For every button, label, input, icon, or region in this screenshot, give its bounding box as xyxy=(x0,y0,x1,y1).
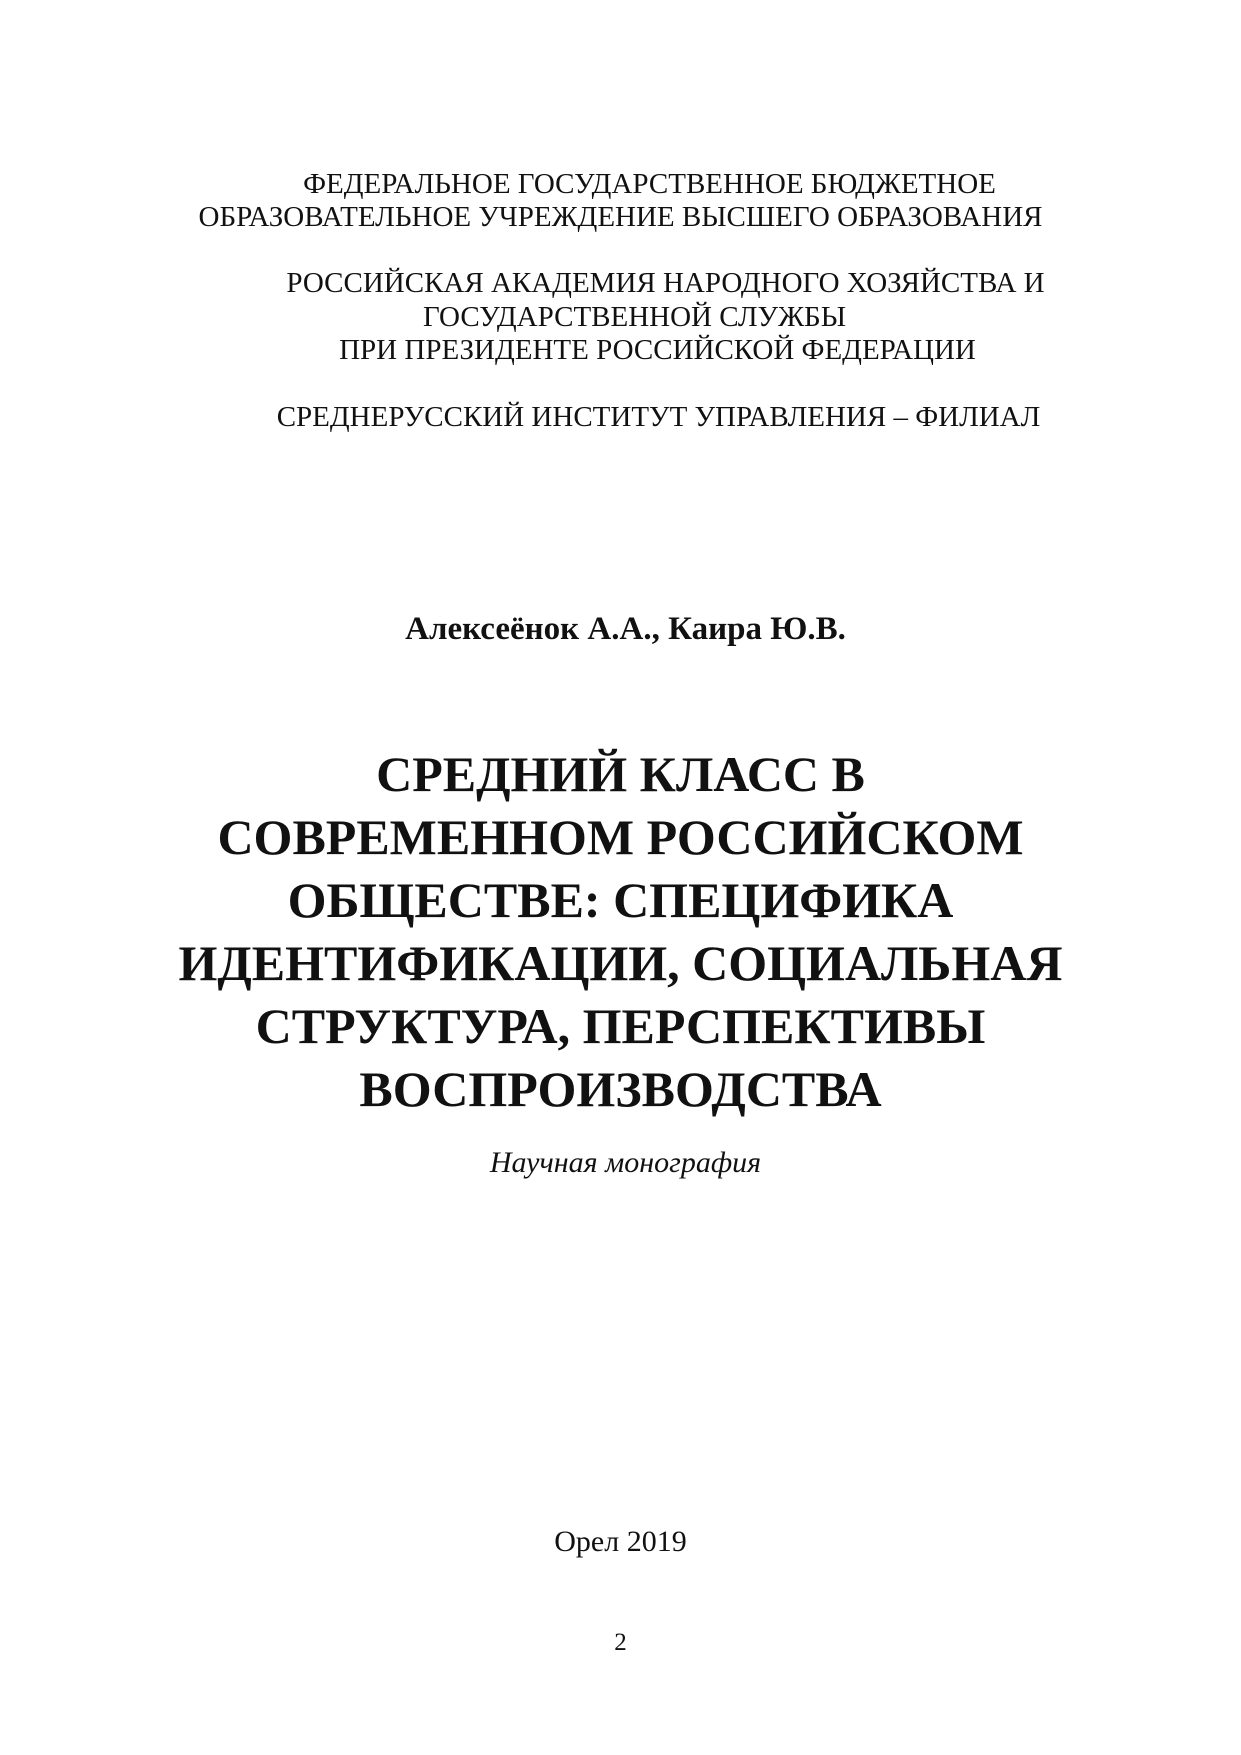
title-line: СРЕДНИЙ КЛАСС В xyxy=(376,746,865,802)
title-line: ВОСПРОИЗВОДСТВА xyxy=(359,1061,882,1117)
page-number: 2 xyxy=(614,1629,627,1656)
title-line: ОБЩЕСТВЕ: СПЕЦИФИКА xyxy=(287,872,954,928)
subtitle: Научная монография xyxy=(489,1146,762,1179)
title-line: ИДЕНТИФИКАЦИИ, СОЦИАЛЬНАЯ xyxy=(178,935,1063,991)
institute-name: СРЕДНЕРУССКИЙ ИНСТИТУТ УПРАВЛЕНИЯ – ФИЛИАЛ xyxy=(276,401,1041,433)
authors: Алексеёнок А.А., Каира Ю.В. xyxy=(405,611,846,647)
org-line-1: ФЕДЕРАЛЬНОЕ ГОСУДАРСТВЕННОЕ БЮДЖЕТНОЕ xyxy=(303,168,996,200)
academy-line-1: РОССИЙСКАЯ АКАДЕМИЯ НАРОДНОГО ХОЗЯЙСТВА И xyxy=(286,267,1045,299)
title-line: СОВРЕМЕННОМ РОССИЙСКОМ xyxy=(217,809,1024,865)
org-line-2: ОБРАЗОВАТЕЛЬНОЕ УЧРЕЖДЕНИЕ ВЫСШЕГО ОБРАЗОВАНИЯ xyxy=(198,201,1043,233)
place-year: Орел 2019 xyxy=(554,1525,687,1558)
academy-line-2: ГОСУДАРСТВЕННОЙ СЛУЖБЫ xyxy=(423,301,846,333)
title-line: СТРУКТУРА, ПЕРСПЕКТИВЫ xyxy=(255,998,986,1054)
academy-line-3: ПРИ ПРЕЗИДЕНТЕ РОССИЙСКОЙ ФЕДЕРАЦИИ xyxy=(339,334,976,366)
